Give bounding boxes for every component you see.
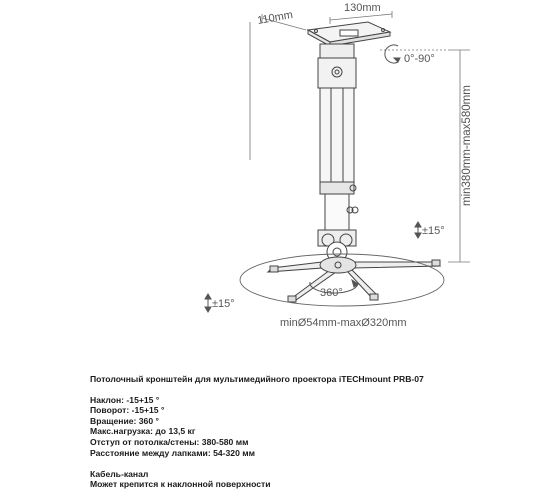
- upper-mount: [318, 44, 356, 88]
- height-range-label: min380mm-max580mm: [461, 85, 473, 206]
- spec-title: Потолочный кронштейн для мультимедийного проектора iTECHmount PRB-07: [90, 374, 424, 384]
- spec-line-swivel: Поворот: -15+15 °: [90, 405, 165, 416]
- spec-note-cable-channel: Кабель-канал: [90, 468, 149, 479]
- tilt-right-label: ±15°: [422, 225, 445, 237]
- outer-pole: [320, 88, 356, 194]
- inner-pole: [325, 194, 358, 230]
- spec-line-arm-span: Расстояние между лапками: 54-320 мм: [90, 447, 255, 458]
- depth-top-label: 110mm: [256, 8, 294, 27]
- rotation-base-label: 360°: [320, 287, 343, 299]
- tilt-arrow-left: [205, 294, 211, 312]
- spec-line-max-load: Макс.нагрузка: до 13,5 кг: [90, 426, 196, 437]
- spider-arms: [268, 257, 440, 302]
- tilt-arrow-right: [415, 222, 421, 238]
- width-top-label: 130mm: [344, 2, 381, 14]
- tilt-left-label: ±15°: [212, 298, 235, 310]
- rotation-top-label: 0°-90°: [404, 53, 435, 65]
- spec-line-tilt: Наклон: -15+15 °: [90, 394, 160, 405]
- ceiling-plate: [308, 22, 390, 46]
- span-range-label: minØ54mm-maxØ320mm: [280, 317, 407, 329]
- spec-note-inclined-mount: Может крепится к наклонной поверхности: [90, 479, 271, 490]
- rotation-arrow-top: [385, 45, 400, 63]
- spec-text: [90, 374, 550, 490]
- spec-line-offset: Отступ от потолка/стены: 380-580 мм: [90, 436, 249, 447]
- spec-line-rotation: Вращение: 360 °: [90, 415, 159, 426]
